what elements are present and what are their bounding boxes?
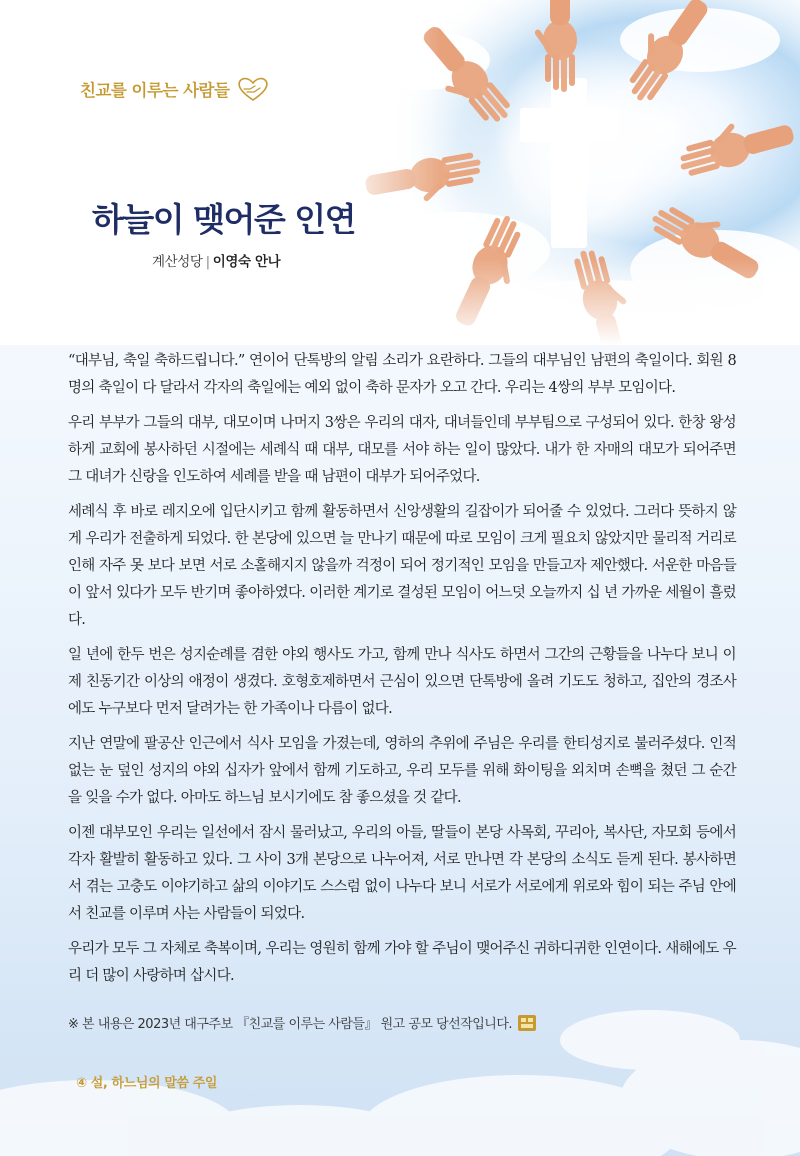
series-title-text: 친교를 이루는 사람들 <box>80 81 230 100</box>
parish-name: 계산성당 <box>152 254 203 270</box>
paragraph: 이젠 대부모인 우리는 일선에서 잠시 물러났고, 우리의 아들, 딸들이 본당 사목회, 꾸리아, 복사단, 자모회 등에서 각자 활발히 활동하고 있다. 그 사이 3개 본당으로 나누어져, 서로 만나면 각 본당의 소식도 듣게 된다. 봉사하면서 겪는 고충도 이야기하고 삶의 이야기도 스스럼 없이 나누다 보니 서로가 서로에게 위로와 힘이 되는 주님 안에서 친교를 이루며 사는 사람들이 되었다. <box>68 825 736 922</box>
byline-separator: | <box>205 254 210 270</box>
paragraph: 일 년에 한두 번은 성지순례를 겸한 야외 행사도 가고, 함께 만나 식사도 하면서 그간의 근황들을 나누다 보니 이제 친동기간 이상의 애정이 생겼다. 호형호제하면서 근심이 있으면 단톡방에 올려 기도도 청하고, 집안의 경조사에도 누구보다 먼저 달려가는 한 가족이나 다름이 없다. <box>68 647 736 717</box>
byline <box>152 250 280 270</box>
heart-hands-icon <box>235 76 271 102</box>
footnote-text: ※ 본 내용은 2023년 대구주보 『친교를 이루는 사람들』 원고 공모 당선작입니다. <box>68 1017 513 1032</box>
cloud-decoration <box>0 980 800 1156</box>
series-title <box>80 76 271 102</box>
paragraph: 우리가 모두 그 자체로 축복이며, 우리는 영원히 함께 가야 할 주님이 맺어주신 귀하디귀한 인연이다. 새해에도 우리 더 많이 사랑하며 삽시다. <box>68 941 736 984</box>
paragraph: 세례식 후 바로 레지오에 입단시키고 함께 활동하면서 신앙생활의 길잡이가 되어줄 수 있었다. 그러다 뜻하지 않게 우리가 전출하게 되었다. 한 본당에 있으면 늘 만나기 때문에 따로 모임이 크게 필요치 않았지만 물리적 거리로 인해 자주 못 보다 보면 서로 소홀해지지 않을까 걱정이 되어 정기적인 모임을 만들고자 제안했다. 서운한 마음들이 앞서 있다가 모두 반기며 좋아하였다. 이러한 계기로 결성된 모임이 어느덧 오늘까지 십 년 가까운 세월이 흘렀다. <box>68 504 736 628</box>
paragraph: 지난 연말에 팔공산 인근에서 식사 모임을 가졌는데, 영하의 추위에 주님은 우리를 한티성지로 불러주셨다. 인적 없는 눈 덮인 성지의 야외 십자가 앞에서 함께 기도하고, 우리 모두를 위해 화이팅을 외치며 손뼉을 쳤던 그 순간을 잊을 수가 없다. 아마도 하느님 보시기에도 참 좋으셨을 것 같다. <box>68 736 736 806</box>
paragraph: 우리 부부가 그들의 대부, 대모이며 나머지 3쌍은 우리의 대자, 대녀들인데 부부팀으로 구성되어 있다. 한창 왕성하게 교회에 봉사하던 시절에는 세례식 때 대부, 대모를 서야 하는 일이 많았다. 내가 한 자매의 대모가 되어주면 그 대녀가 신랑을 인도하여 세례를 받을 때 남편이 대부가 되어주었다. <box>68 415 736 485</box>
page-footer: ④ 설, 하느님의 말씀 주일 <box>76 1076 218 1091</box>
page-title: 하늘이 맺어준 인연 <box>92 200 356 239</box>
footnote <box>68 1013 536 1032</box>
paragraph: “대부님, 축일 축하드립니다.” 연이어 단톡방의 알림 소리가 요란하다. 그들의 대부님인 남편의 축일이다. 회원 8명의 축일이 다 달라서 각자의 축일에는 예외 없이 축하 문자가 오고 간다. 우리는 4쌍의 부부 모임이다. <box>68 353 736 396</box>
author-name: 이영숙 안나 <box>212 254 281 270</box>
article-body <box>68 348 736 998</box>
hero-illustration <box>0 0 800 345</box>
end-mark-icon <box>518 1015 536 1031</box>
